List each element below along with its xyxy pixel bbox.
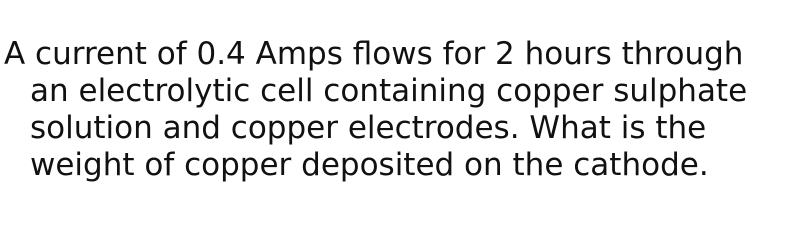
question-line-2: an electrolytic cell containing copper sulphate (30, 73, 748, 109)
question-line-1: A current of 0.4 Amps flows for 2 hours through (4, 36, 744, 72)
question-line-3: solution and copper electrodes. What is the (30, 110, 707, 146)
question-line-4: weight of copper deposited on the cathode. (30, 147, 709, 183)
